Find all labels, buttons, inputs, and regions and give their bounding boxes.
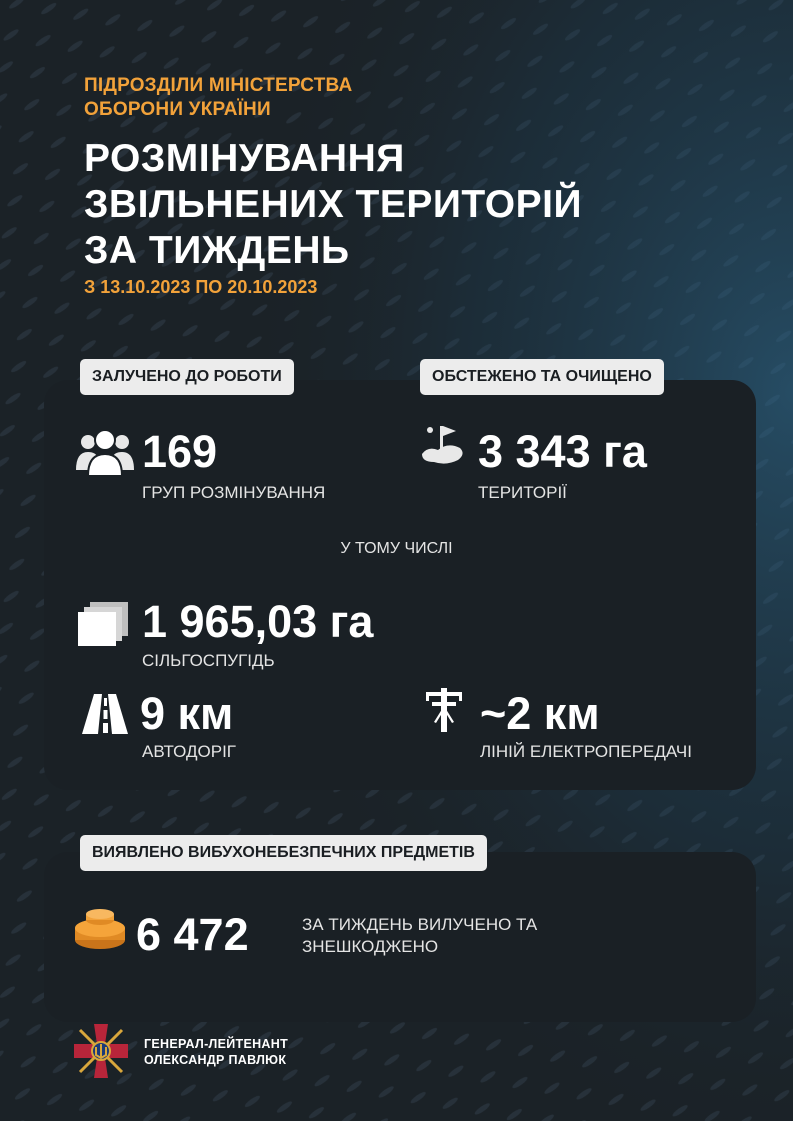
explosives-value: 6 472 — [136, 909, 249, 960]
ministry-subtitle — [84, 74, 352, 122]
territory-label: ТЕРИТОРІЇ — [478, 483, 567, 502]
farmland-value: 1 965,03 га — [142, 596, 374, 647]
explosives-label-line-1: ЗА ТИЖДЕНЬ ВИЛУЧЕНО ТА — [302, 915, 538, 934]
surveyed-label: ОБСТЕЖЕНО ТА ОЧИЩЕНО — [420, 359, 664, 395]
power-lines-label: ЛІНІЙ ЕЛЕКТРОПЕРЕДАЧІ — [480, 742, 692, 761]
power-lines-value: ~2 км — [480, 688, 600, 739]
title-line-1: РОЗМІНУВАННЯ — [84, 137, 405, 180]
title-line-2: ЗВІЛЬНЕНИХ ТЕРИТОРІЙ — [84, 183, 582, 226]
signature-line-1: ГЕНЕРАЛ-ЛЕЙТЕНАНТ — [144, 1037, 289, 1051]
armed-forces-emblem-icon — [72, 1022, 130, 1080]
power-pole-icon — [424, 688, 464, 732]
land-flag-icon — [418, 420, 468, 470]
people-group-icon — [76, 428, 134, 476]
found-label: ВИЯВЛЕНО ВИБУХОНЕБЕЗПЕЧНИХ ПРЕДМЕТІВ — [80, 835, 487, 871]
farmland-label: СІЛЬГОСПУГІДЬ — [142, 651, 275, 670]
road-icon — [82, 694, 128, 734]
engaged-label: ЗАЛУЧЕНО ДО РОБОТИ — [80, 359, 294, 395]
including-label: У ТОМУ ЧИСЛІ — [340, 540, 453, 557]
explosives-label — [302, 914, 537, 958]
groups-label: ГРУП РОЗМІНУВАННЯ — [142, 483, 326, 502]
subtitle-line-1: ПІДРОЗДІЛИ МІНІСТЕРСТВА — [84, 75, 353, 96]
explosives-label-line-2: ЗНЕШКОДЖЕНО — [302, 937, 439, 956]
subtitle-line-2: ОБОРОНИ УКРАЇНИ — [84, 99, 271, 120]
title-line-3: ЗА ТИЖДЕНЬ — [84, 229, 350, 272]
signature — [144, 1036, 288, 1068]
roads-value: 9 км — [140, 688, 234, 739]
page-title — [84, 136, 582, 274]
roads-label: АВТОДОРІГ — [142, 742, 237, 761]
signature-line-2: ОЛЕКСАНДР ПАВЛЮК — [144, 1053, 287, 1067]
landmine-icon — [74, 908, 126, 952]
groups-value: 169 — [142, 426, 218, 477]
territory-value: 3 343 га — [478, 426, 647, 477]
date-range: З 13.10.2023 ПО 20.10.2023 — [84, 277, 318, 297]
field-layers-icon — [76, 600, 130, 648]
